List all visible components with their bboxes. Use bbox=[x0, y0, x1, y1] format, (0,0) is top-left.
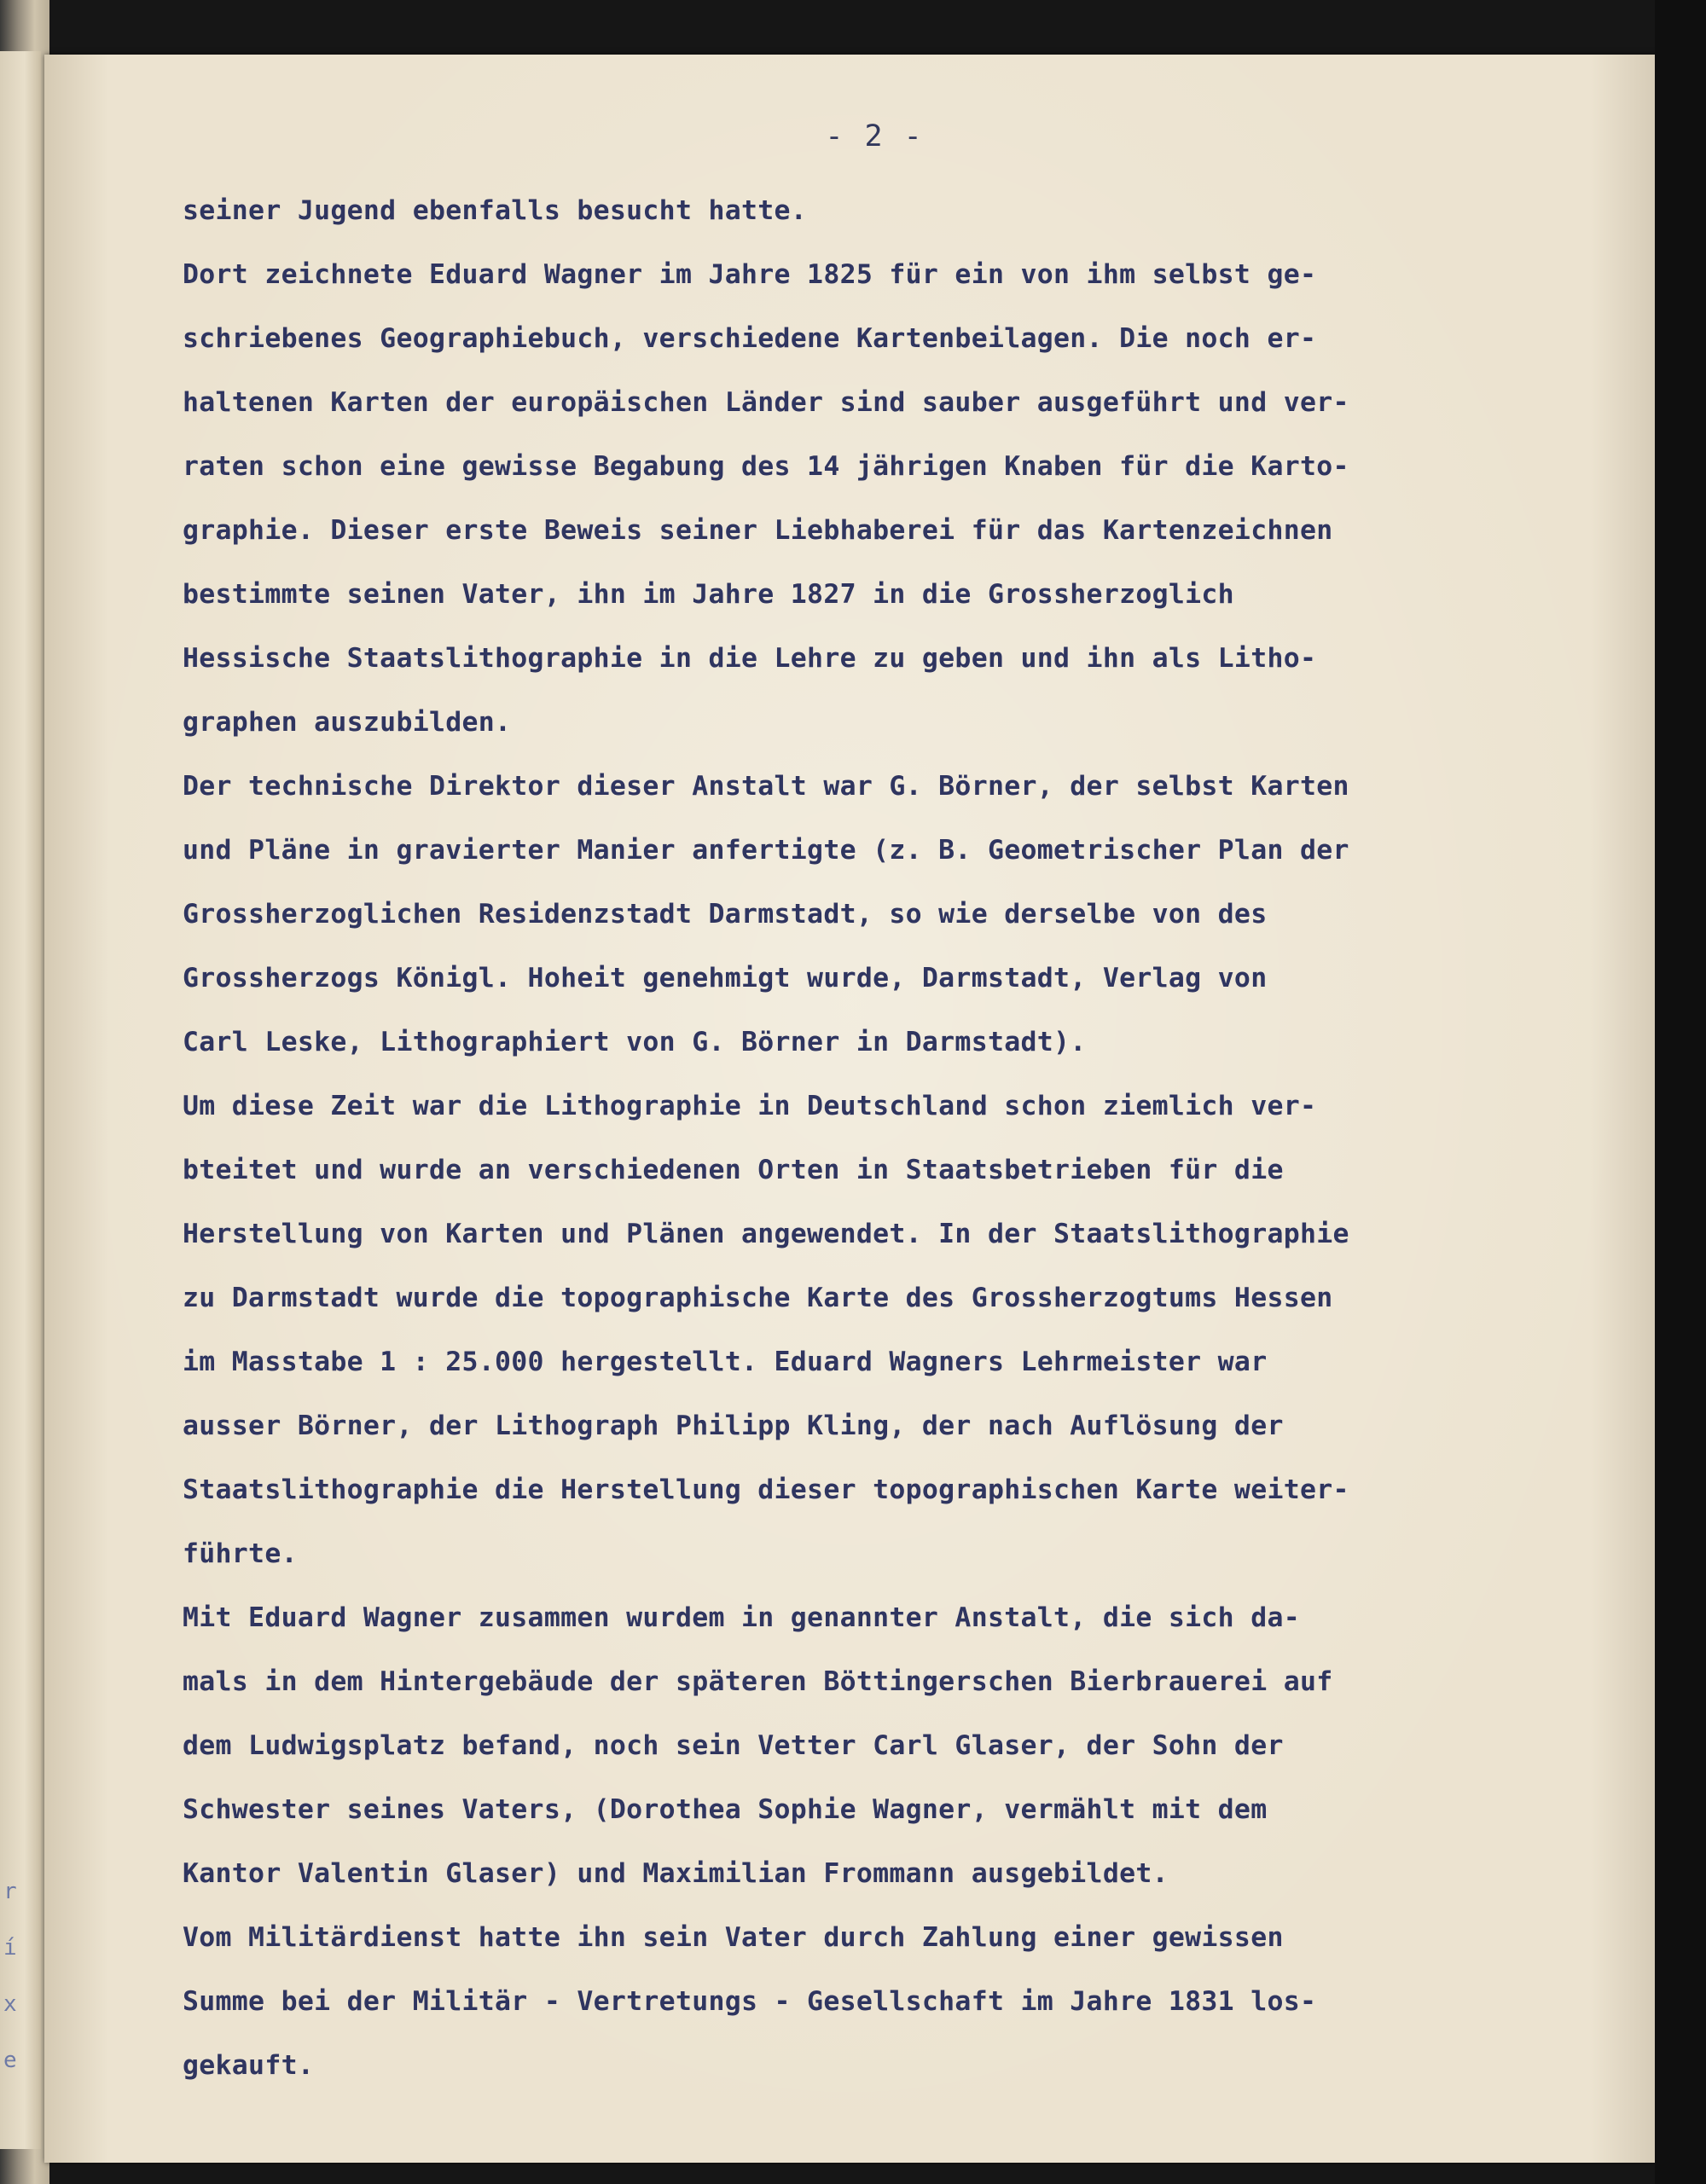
text-line: ausser Börner, der Lithograph Philipp Kling, der nach Auflösung der bbox=[183, 1411, 1284, 1441]
text-line: Mit Eduard Wagner zusammen wurdem in genannter Anstalt, die sich da- bbox=[183, 1602, 1300, 1633]
text-line: gekauft. bbox=[183, 2050, 315, 2081]
text-line: bestimmte seinen Vater, ihn im Jahre 1827 in die Grossherzoglich bbox=[183, 579, 1234, 610]
previous-page-mark: x bbox=[3, 1991, 17, 2017]
text-line: graphen auszubilden. bbox=[183, 707, 512, 738]
text-line: seiner Jugend ebenfalls besucht hatte. bbox=[183, 195, 808, 226]
text-line: zu Darmstadt wurde die topographische Karte des Grossherzogtums Hessen bbox=[183, 1283, 1333, 1313]
text-line: Vom Militärdienst hatte ihn sein Vater durch Zahlung einer gewissen bbox=[183, 1922, 1284, 1953]
text-line: Grossherzogs Königl. Hoheit genehmigt wurde, Darmstadt, Verlag von bbox=[183, 963, 1268, 994]
text-line: und Pläne in gravierter Manier anfertigte (z. B. Geometrischer Plan der bbox=[183, 835, 1349, 866]
text-line: Kantor Valentin Glaser) und Maximilian Frommann ausgebildet. bbox=[183, 1858, 1169, 1889]
previous-page-mark: r bbox=[3, 1879, 17, 1904]
text-line: im Masstabe 1 : 25.000 hergestellt. Eduard Wagners Lehrmeister war bbox=[183, 1347, 1268, 1377]
text-line: haltenen Karten der europäischen Länder sind sauber ausgeführt und ver- bbox=[183, 387, 1349, 418]
text-line: raten schon eine gewisse Begabung des 14 jährigen Knaben für die Karto- bbox=[183, 451, 1349, 482]
text-line: Carl Leske, Lithographiert von G. Börner in Darmstadt). bbox=[183, 1027, 1087, 1057]
text-line: schriebenes Geographiebuch, verschiedene Kartenbeilagen. Die noch er- bbox=[183, 323, 1317, 354]
text-line: Herstellung von Karten und Plänen angewendet. In der Staatslithographie bbox=[183, 1219, 1349, 1249]
right-binding-edge bbox=[1655, 0, 1706, 2184]
text-line: Staatslithographie die Herstellung dieser topographischen Karte weiter- bbox=[183, 1474, 1349, 1505]
text-line: bteitet und wurde an verschiedenen Orten in Staatsbetrieben für die bbox=[183, 1155, 1284, 1185]
text-line: Schwester seines Vaters, (Dorothea Sophie Wagner, vermählt mit dem bbox=[183, 1794, 1268, 1825]
text-line: mals in dem Hintergebäude der späteren Böttingerschen Bierbrauerei auf bbox=[183, 1666, 1333, 1697]
text-line: Grossherzoglichen Residenzstadt Darmstadt, so wie derselbe von des bbox=[183, 899, 1268, 930]
text-line: Dort zeichnete Eduard Wagner im Jahre 1825 für ein von ihm selbst ge- bbox=[183, 259, 1317, 290]
text-line: graphie. Dieser erste Beweis seiner Liebhaberei für das Kartenzeichnen bbox=[183, 515, 1333, 546]
body-text bbox=[183, 189, 1599, 2108]
text-line: Hessische Staatslithographie in die Lehre zu geben und ihn als Litho- bbox=[183, 643, 1317, 674]
previous-page-mark: e bbox=[3, 2048, 17, 2073]
text-line: Um diese Zeit war die Lithographie in Deutschland schon ziemlich ver- bbox=[183, 1091, 1317, 1121]
text-line: Der technische Direktor dieser Anstalt war G. Börner, der selbst Karten bbox=[183, 771, 1349, 802]
previous-page-marks bbox=[3, 1863, 29, 2088]
previous-page-mark: í bbox=[3, 1935, 17, 1961]
page-number: - 2 - bbox=[825, 119, 924, 154]
text-line: Summe bei der Militär - Vertretungs - Gesellschaft im Jahre 1831 los- bbox=[183, 1986, 1317, 2017]
previous-page-edge bbox=[0, 51, 41, 2149]
text-line: führte. bbox=[183, 1538, 298, 1569]
text-line: dem Ludwigsplatz befand, noch sein Vetter Carl Glaser, der Sohn der bbox=[183, 1730, 1284, 1761]
